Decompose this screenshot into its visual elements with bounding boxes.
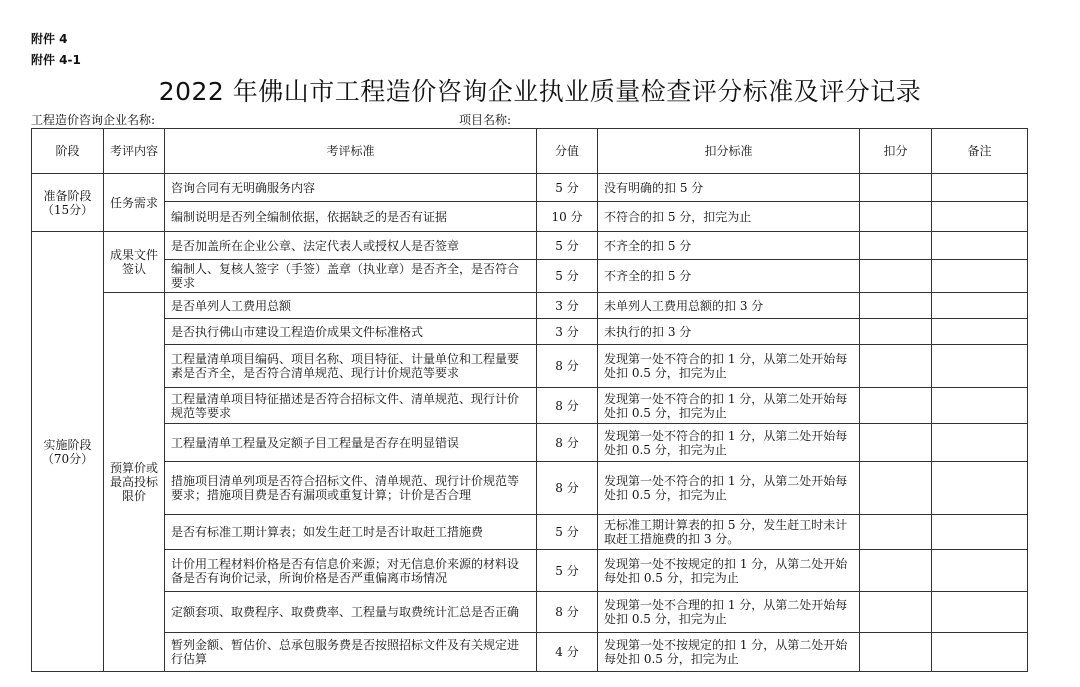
standard-cell: 计价用工程材料价格是否有信息价来源；对无信息价来源的材料设备是否有询价记录，所询价格是否严重偏离市场情况 bbox=[165, 550, 537, 592]
deduction-standard-cell: 不齐全的扣 5 分 bbox=[598, 260, 860, 293]
remark-cell bbox=[932, 345, 1028, 388]
table-row bbox=[32, 424, 1028, 462]
header-stage: 阶段 bbox=[32, 129, 104, 174]
score-cell: 8 分 bbox=[537, 424, 598, 462]
table-row bbox=[32, 319, 1028, 345]
remark-cell bbox=[932, 424, 1028, 462]
remark-cell bbox=[932, 260, 1028, 293]
stage-cell: 准备阶段（15分） bbox=[32, 174, 104, 232]
remark-cell bbox=[932, 174, 1028, 202]
content-cell: 任务需求 bbox=[104, 174, 165, 232]
remark-cell bbox=[932, 293, 1028, 319]
table-row bbox=[32, 515, 1028, 550]
stage-cell: 实施阶段（70分） bbox=[32, 232, 104, 672]
header-remark: 备注 bbox=[932, 129, 1028, 174]
header-content: 考评内容 bbox=[104, 129, 165, 174]
score-cell: 5 分 bbox=[537, 232, 598, 260]
project-name-label: 项目名称: bbox=[459, 113, 512, 127]
deduction-standard-cell: 发现第一处不符合的扣 1 分，从第二处开始每处扣 0.5 分，扣完为止 bbox=[598, 345, 860, 388]
score-cell: 5 分 bbox=[537, 515, 598, 550]
standard-cell: 编制说明是否列全编制依据，依据缺乏的是否有证据 bbox=[165, 202, 537, 232]
standard-cell: 暂列金额、暂估价、总承包服务费是否按照招标文件及有关规定进行估算 bbox=[165, 633, 537, 672]
table-row bbox=[32, 260, 1028, 293]
table-row bbox=[32, 202, 1028, 232]
score-cell: 8 分 bbox=[537, 592, 598, 633]
table-row bbox=[32, 174, 1028, 202]
page-title: 2022 年佛山市工程造价咨询企业执业质量检查评分标准及评分记录 bbox=[158, 77, 922, 106]
score-cell: 4 分 bbox=[537, 633, 598, 672]
standard-cell: 咨询合同有无明确服务内容 bbox=[165, 174, 537, 202]
deduction-standard-cell: 未单列人工费用总额的扣 3 分 bbox=[598, 293, 860, 319]
deduction-standard-cell: 无标准工期计算表的扣 5 分，发生赶工时未计取赶工措施费的扣 3 分。 bbox=[598, 515, 860, 550]
content-cell: 成果文件签认 bbox=[104, 232, 165, 293]
header-row bbox=[32, 129, 1028, 174]
score-cell: 5 分 bbox=[537, 550, 598, 592]
remark-cell bbox=[932, 515, 1028, 550]
deduct-cell bbox=[860, 345, 932, 388]
score-cell: 3 分 bbox=[537, 293, 598, 319]
standard-cell: 工程量清单项目特征描述是否符合招标文件、清单规范、现行计价规范等要求 bbox=[165, 388, 537, 424]
deduct-cell bbox=[860, 550, 932, 592]
standard-cell: 是否有标准工期计算表；如发生赶工时是否计取赶工措施费 bbox=[165, 515, 537, 550]
standard-cell: 是否加盖所在企业公章、法定代表人或授权人是否签章 bbox=[165, 232, 537, 260]
remark-cell bbox=[932, 388, 1028, 424]
deduction-standard-cell: 发现第一处不符合的扣 1 分，从第二处开始每处扣 0.5 分，扣完为止 bbox=[598, 424, 860, 462]
remark-cell bbox=[932, 592, 1028, 633]
standard-cell: 工程量清单项目编码、项目名称、项目特征、计量单位和工程量要素是否齐全，是否符合清单规范、现行计价规范等要求 bbox=[165, 345, 537, 388]
score-cell: 3 分 bbox=[537, 319, 598, 345]
standard-cell: 定额套项、取费程序、取费费率、工程量与取费统计汇总是否正确 bbox=[165, 592, 537, 633]
deduct-cell bbox=[860, 592, 932, 633]
table-row bbox=[32, 462, 1028, 515]
table-row bbox=[32, 633, 1028, 672]
score-cell: 8 分 bbox=[537, 462, 598, 515]
standard-cell: 措施项目清单列项是否符合招标文件、清单规范、现行计价规范等要求；措施项目费是否有漏项或重复计算；计价是否合理 bbox=[165, 462, 537, 515]
deduction-standard-cell: 没有明确的扣 5 分 bbox=[598, 174, 860, 202]
table-row bbox=[32, 345, 1028, 388]
deduct-cell bbox=[860, 232, 932, 260]
deduct-cell bbox=[860, 174, 932, 202]
deduct-cell bbox=[860, 260, 932, 293]
score-cell: 5 分 bbox=[537, 260, 598, 293]
deduction-standard-cell: 不齐全的扣 5 分 bbox=[598, 232, 860, 260]
score-cell: 8 分 bbox=[537, 345, 598, 388]
score-cell: 8 分 bbox=[537, 388, 598, 424]
deduct-cell bbox=[860, 388, 932, 424]
remark-cell bbox=[932, 550, 1028, 592]
score-cell: 5 分 bbox=[537, 174, 598, 202]
remark-cell bbox=[932, 232, 1028, 260]
deduction-standard-cell: 发现第一处不按规定的扣 1 分，从第二处开始每处扣 0.5 分，扣完为止 bbox=[598, 550, 860, 592]
remark-cell bbox=[932, 462, 1028, 515]
table-row bbox=[32, 293, 1028, 319]
remark-cell bbox=[932, 319, 1028, 345]
table-row bbox=[32, 232, 1028, 260]
deduct-cell bbox=[860, 293, 932, 319]
standard-cell: 是否单列人工费用总额 bbox=[165, 293, 537, 319]
standard-cell: 工程量清单工程量及定额子目工程量是否存在明显错误 bbox=[165, 424, 537, 462]
attachment-label-2: 附件 4-1 bbox=[31, 53, 81, 67]
content-cell: 预算价或最高投标限价 bbox=[104, 293, 165, 672]
header-score: 分值 bbox=[537, 129, 598, 174]
remark-cell bbox=[932, 202, 1028, 232]
deduct-cell bbox=[860, 424, 932, 462]
deduction-standard-cell: 不符合的扣 5 分，扣完为止 bbox=[598, 202, 860, 232]
scoring-table bbox=[31, 128, 1028, 672]
table-row bbox=[32, 592, 1028, 633]
deduct-cell bbox=[860, 515, 932, 550]
deduct-cell bbox=[860, 462, 932, 515]
deduction-standard-cell: 发现第一处不符合的扣 1 分，从第二处开始每处扣 0.5 分，扣完为止 bbox=[598, 388, 860, 424]
header-deduction-standard: 扣分标准 bbox=[598, 129, 860, 174]
header-standard: 考评标准 bbox=[165, 129, 537, 174]
score-cell: 10 分 bbox=[537, 202, 598, 232]
deduction-standard-cell: 发现第一处不按规定的扣 1 分，从第二处开始每处扣 0.5 分，扣完为止 bbox=[598, 633, 860, 672]
deduction-standard-cell: 发现第一处不符合的扣 1 分，从第二处开始每处扣 0.5 分，扣完为止 bbox=[598, 462, 860, 515]
deduct-cell bbox=[860, 202, 932, 232]
company-name-label: 工程造价咨询企业名称: bbox=[31, 113, 156, 127]
deduct-cell bbox=[860, 633, 932, 672]
remark-cell bbox=[932, 633, 1028, 672]
attachment-label-1: 附件 4 bbox=[31, 32, 68, 46]
table-row bbox=[32, 550, 1028, 592]
table-row bbox=[32, 388, 1028, 424]
deduction-standard-cell: 发现第一处不合理的扣 1 分，从第二处开始每处扣 0.5 分，扣完为止 bbox=[598, 592, 860, 633]
standard-cell: 编制人、复核人签字（手签）盖章（执业章）是否齐全，是否符合要求 bbox=[165, 260, 537, 293]
deduct-cell bbox=[860, 319, 932, 345]
header-deduct: 扣分 bbox=[860, 129, 932, 174]
standard-cell: 是否执行佛山市建设工程造价成果文件标准格式 bbox=[165, 319, 537, 345]
deduction-standard-cell: 未执行的扣 3 分 bbox=[598, 319, 860, 345]
